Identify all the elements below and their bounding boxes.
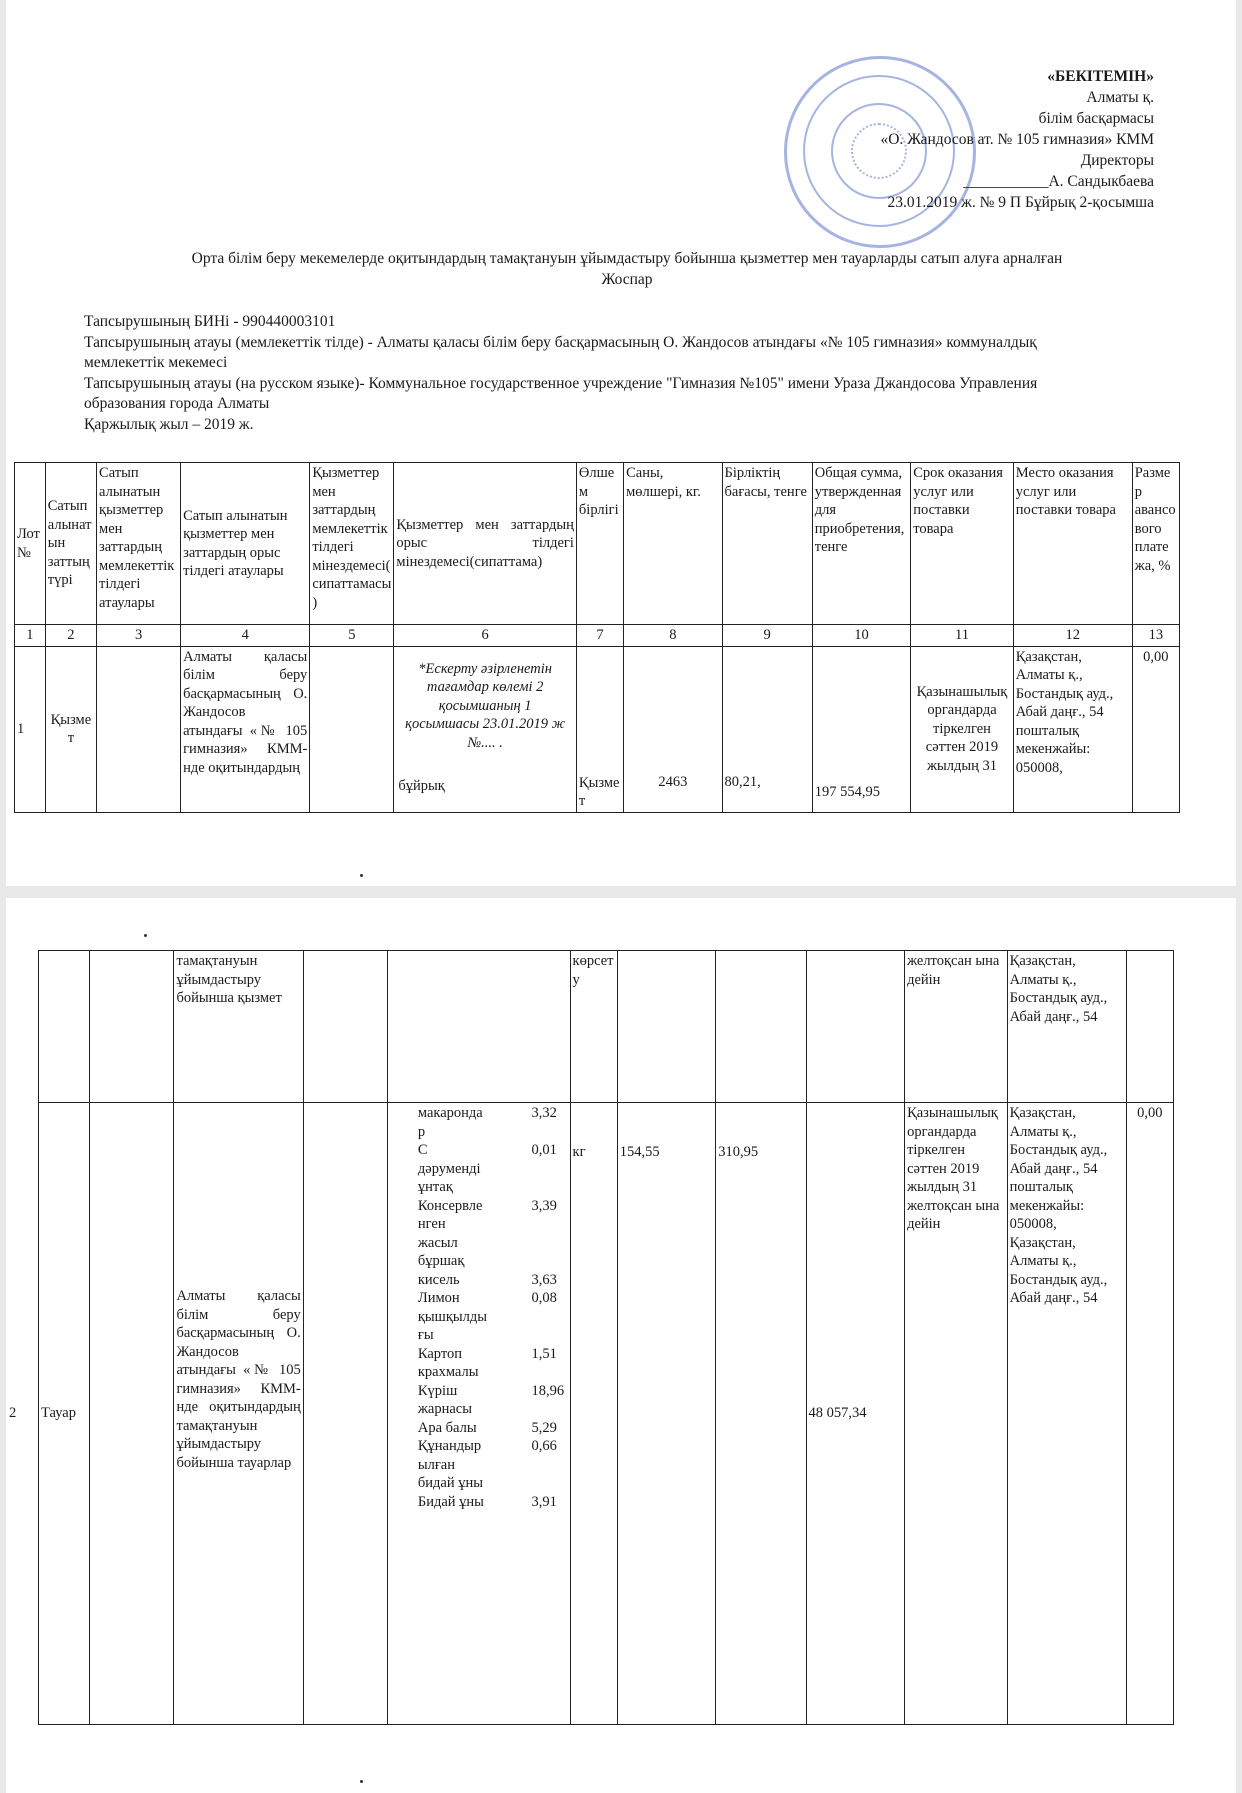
item-advance: 0,00 [1132, 646, 1179, 812]
item-place: Қазақстан, Алматы қ., Бостандық ауд., Абай даңғ., 54 пошталық мекенжайы: 050008, [1013, 646, 1132, 812]
header-cell: Размер авансового платежа, % [1132, 463, 1179, 625]
item-total: 197 554,95 [812, 646, 910, 812]
header-cell: Общая сумма, утвержденная для приобретения, тенге [812, 463, 910, 625]
list-item: Бидай ұны 3,91 [417, 1493, 557, 1510]
title-line: Орта білім беру мекемелерде оқитындардың тамақтануын ұйымдастыру бойынша қызметтер мен тауарларды сатып алуға арналған [191, 250, 1063, 267]
column-number: 9 [722, 625, 812, 647]
header-cell: Сатып алынатын қызметтер мен заттардың мемлекеттік тілдегі атаулары [97, 463, 181, 625]
header-cell: Сатып алынатын заттың түрі [45, 463, 96, 625]
customer-info [84, 312, 1084, 435]
header-cell: Өлшем бірлігі [576, 463, 623, 625]
approval-block [880, 66, 1154, 213]
item-advance: 0,00 [1126, 1103, 1173, 1725]
procurement-table [14, 462, 1180, 813]
document-title [6, 248, 1236, 290]
column-number: 13 [1132, 625, 1179, 647]
item-type: Қызмет [45, 646, 96, 812]
list-item: Ара балы 5,29 [417, 1419, 557, 1436]
list-item: С дәруменді ұнтақ 0,01 [417, 1142, 557, 1195]
column-number-row [15, 625, 1180, 647]
list-item: кисель 3,63 [417, 1271, 557, 1288]
header-cell: Қызметтер мен заттардың мемлекеттік тілдегі мінездемесі(сипаттамасы) [310, 463, 394, 625]
column-number: 8 [624, 625, 722, 647]
title-plan: Жоспар [601, 271, 653, 288]
item-description-ru [394, 646, 577, 812]
lot-number: 1 [15, 646, 46, 812]
column-number: 2 [45, 625, 96, 647]
item-name-ru-cont: тамақтануын ұйымдастыру бойынша қызмет [174, 951, 303, 1103]
item-unit: Қызмет [576, 646, 623, 812]
item-total: 48 057,34 [806, 1103, 905, 1725]
item-place-cont: Қазақстан, Алматы қ., Бостандық ауд., Абай даңғ., 54 [1007, 951, 1126, 1103]
scan-mark [360, 874, 363, 877]
item-type: 2 Тауар [39, 1103, 90, 1725]
item-name-ru: Алматы қаласы білім беру басқармасының О. Жандосов атындағы «№ 105 гимназия» КММ-нде оқитындардың [181, 646, 310, 812]
table-header-row [15, 463, 1180, 625]
column-number: 5 [310, 625, 394, 647]
scan-mark [144, 934, 147, 937]
list-item: Консервленген жасыл бұршақ 3,39 [417, 1197, 557, 1269]
materials-list [387, 1103, 570, 1725]
item-unit-price: 80,21, [722, 646, 812, 812]
approval-line: «О. Жандосов ат. № 105 гимназия» КММ [880, 131, 1154, 148]
list-item: макарондар 3,32 [417, 1105, 557, 1140]
header-cell: Срок оказания услуг или поставки товара [911, 463, 1014, 625]
approval-line: білім басқармасы [1038, 110, 1154, 127]
header-cell: Место оказания услуг или поставки товара [1013, 463, 1132, 625]
approval-line: Директоры [1080, 152, 1154, 169]
customer-name-ru: Тапсырушының атауы (на русском языке)- Коммунальное государственное учреждение "Гимназия №105" имени Ураза Джандосова Управления образования города Алматы [84, 374, 1038, 412]
item-place: Қазақстан, Алматы қ., Бостандық ауд., Абай даңғ., 54 пошталық мекенжайы: 050008, Қазақстан, Алматы қ., Бостандық ауд., Абай даңғ., 54 [1007, 1103, 1126, 1725]
item-unit-price: 310,95 [716, 1103, 806, 1725]
table-row-lot-1 [15, 646, 1180, 812]
approval-order-line: 23.01.2019 ж. № 9 П Бұйрық 2-қосымша [887, 194, 1154, 211]
column-number: 4 [181, 625, 310, 647]
item-quantity: 154,55 [617, 1103, 716, 1725]
column-number: 3 [97, 625, 181, 647]
item-unit-cont: көрсету [570, 951, 617, 1103]
header-cell: Бірліктің бағасы, тенге [722, 463, 812, 625]
list-item: Құнандырылған бидай ұны 0,66 [417, 1438, 557, 1491]
table-row-lot-1-cont [39, 951, 1174, 1103]
list-item: Картоп крахмалы 1,51 [417, 1345, 557, 1380]
column-number: 7 [576, 625, 623, 647]
customer-bin: Тапсырушының БИНі - 990440003101 [84, 313, 336, 330]
header-cell: Лот № [15, 463, 46, 625]
document-page-1 [6, 0, 1236, 886]
customer-name-kz: Тапсырушының атауы (мемлекеттік тілде) - Алматы қаласы білім беру басқармасының О. Жандосов атындағы «№ 105 гимназия» коммуналдық мемлекеттік мекемесі [84, 333, 1037, 371]
item-note: *Ескерту әзірленетін тағамдар көлемі 2 қосымшаның 1 қосымшасы 23.01.2019 ж №.... . [405, 660, 566, 751]
table-row-lot-2 [39, 1103, 1174, 1725]
approval-heading: «БЕКІТЕМІН» [1047, 68, 1154, 85]
header-cell: Саны, мөлшері, кг. [624, 463, 722, 625]
column-number: 11 [911, 625, 1014, 647]
column-number: 12 [1013, 625, 1132, 647]
list-item: Лимон қышқылдығы 0,08 [417, 1290, 557, 1343]
header-cell: Қызметтер мен заттардың орыс тілдегі мінездемесі(сипаттама) [394, 463, 577, 625]
item-term: Қазынашылық органдарда тіркелген сәттен 2019 жылдың 31 желтоқсан ына дейін [905, 1103, 1008, 1725]
lot-number: 2 [9, 1405, 17, 1422]
item-unit: кг [570, 1103, 617, 1725]
list-item: Күріш жарнасы 18,96 [417, 1382, 565, 1417]
item-quantity: 2463 [624, 646, 722, 812]
approval-signature-line: ___________А. Сандыкбаева [963, 173, 1154, 190]
scan-mark [360, 1780, 363, 1783]
item-name-ru: Алматы қаласы білім беру басқармасының О. Жандосов атындағы «№ 105 гимназия» КММ-нде оқитындардың тамақтануын ұйымдастыру бойынша тауарлар [174, 1103, 303, 1725]
item-term: Қазынашылық органдарда тіркелген сәттен 2019 жылдың 31 [911, 646, 1014, 812]
item-term-cont: желтоқсан ына дейін [905, 951, 1008, 1103]
item-order-word: бұйрық [398, 778, 445, 794]
column-number: 6 [394, 625, 577, 647]
header-cell: Сатып алынатын қызметтер мен заттардың орыс тілдегі атаулары [181, 463, 310, 625]
column-number: 10 [812, 625, 910, 647]
approval-line: Алматы қ. [1086, 89, 1154, 106]
financial-year: Қаржылық жыл – 2019 ж. [84, 415, 254, 433]
procurement-table-continued [9, 950, 1174, 1725]
column-number: 1 [15, 625, 46, 647]
